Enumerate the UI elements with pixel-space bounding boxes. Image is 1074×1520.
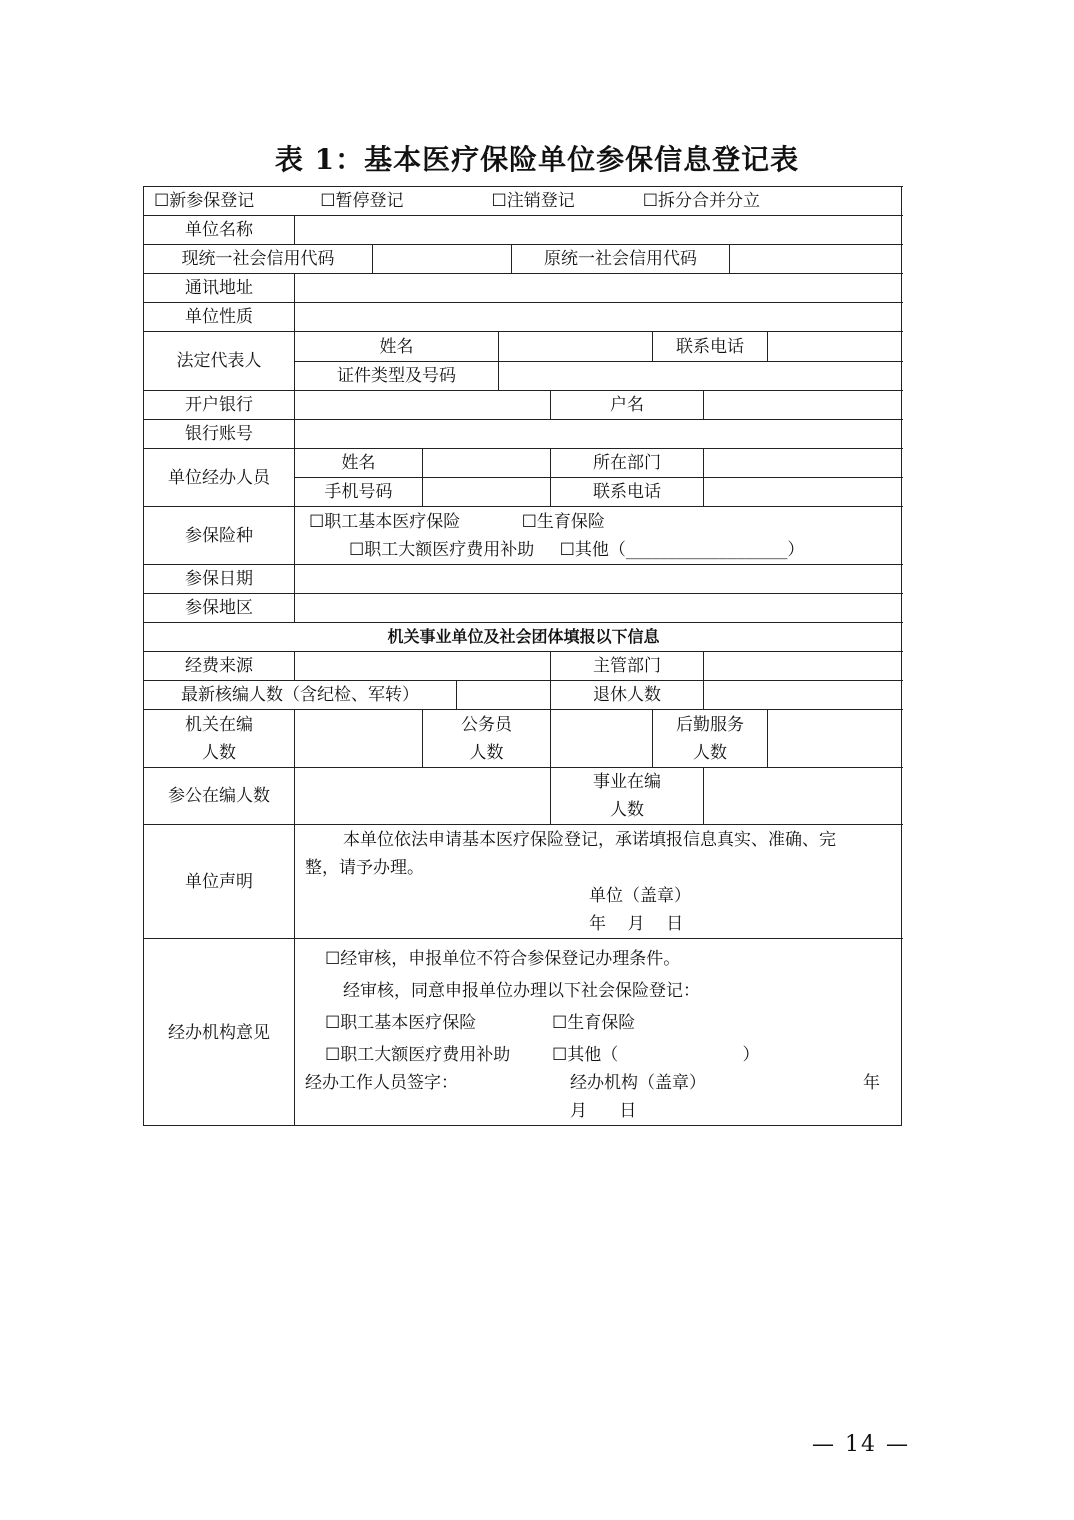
section-header-public-institutions: 机关事业单位及社会团体填报以下信息 [143, 622, 903, 651]
label-unit-name: 单位名称 [143, 215, 294, 244]
label-legal-rep-id-type: 证件类型及号码 [294, 361, 498, 390]
option-maternity-insurance[interactable]: ☐生育保险 [521, 512, 605, 532]
input-address[interactable] [294, 273, 903, 302]
option-split-merge[interactable]: ☐拆分合并分立 [642, 191, 760, 211]
declaration-seal: 单位（盖章） [589, 886, 691, 906]
label-insured-area: 参保地区 [143, 593, 294, 622]
input-legal-rep-id[interactable] [498, 361, 903, 390]
declaration-text-line2: 整，请予办理。 [305, 858, 424, 878]
opinion-year: 年 [863, 1073, 880, 1093]
label-retired: 退休人数 [550, 680, 703, 709]
registration-type-row [143, 186, 903, 215]
input-competent-dept[interactable] [703, 651, 903, 680]
input-institution-staff[interactable] [703, 767, 903, 824]
label-managed-staff: 参公在编人数 [143, 767, 294, 824]
label-logistics [652, 709, 767, 767]
label-account-name: 户名 [550, 390, 703, 419]
opinion-option-employee-basic-medical[interactable]: ☐职工基本医疗保险 [325, 1013, 477, 1033]
option-cancel-registration[interactable]: ☐注销登记 [491, 191, 575, 211]
label-institution-staff-line2: 人数 [610, 800, 644, 820]
label-institution-staff-line1: 事业在编 [593, 772, 661, 792]
opinion-option-other[interactable]: ☐其他（ ） [552, 1045, 760, 1065]
option-large-medical-subsidy[interactable]: ☐职工大额医疗费用补助 [349, 540, 535, 560]
input-managed-staff[interactable] [294, 767, 550, 824]
input-insured-area[interactable] [294, 593, 903, 622]
input-logistics[interactable] [767, 709, 903, 767]
label-declaration: 单位声明 [143, 824, 294, 938]
input-insured-date[interactable] [294, 564, 903, 593]
input-legal-rep-phone[interactable] [767, 331, 903, 361]
opinion-option-maternity[interactable]: ☐生育保险 [552, 1013, 636, 1033]
label-competent-dept: 主管部门 [550, 651, 703, 680]
input-current-credit-code[interactable] [372, 244, 511, 273]
opinion-not-qualified[interactable]: ☐经审核，申报单位不符合参保登记办理条件。 [325, 949, 681, 969]
label-organ-staff-line1: 机关在编 [185, 714, 253, 735]
label-civil-servant-line1: 公务员 [461, 714, 512, 735]
input-legal-rep-name[interactable] [498, 331, 652, 361]
input-agent-phone[interactable] [703, 477, 903, 506]
label-logistics-line1: 后勤服务 [676, 714, 744, 735]
input-unit-name[interactable] [294, 215, 903, 244]
opinion-approved-text: 经审核，同意申报单位办理以下社会保险登记： [343, 981, 700, 1001]
opinion-agency-seal: 经办机构（盖章） [570, 1073, 706, 1093]
declaration-text-line1: 本单位依法申请基本医疗保险登记，承诺填报信息真实、准确、完 [343, 830, 836, 850]
opinion-option-large-medical-subsidy[interactable]: ☐职工大额医疗费用补助 [325, 1045, 511, 1065]
label-bank: 开户银行 [143, 390, 294, 419]
input-bank[interactable] [294, 390, 550, 419]
label-institution-staff [550, 767, 703, 824]
input-civil-servant[interactable] [550, 709, 652, 767]
label-civil-servant [422, 709, 550, 767]
input-organ-staff[interactable] [294, 709, 422, 767]
label-insured-date: 参保日期 [143, 564, 294, 593]
input-latest-staff[interactable] [456, 680, 550, 709]
label-funding-source: 经费来源 [143, 651, 294, 680]
input-funding-source[interactable] [294, 651, 550, 680]
declaration-content [294, 824, 903, 938]
label-current-credit-code: 现统一社会信用代码 [143, 244, 372, 273]
label-legal-rep-phone: 联系电话 [652, 331, 767, 361]
label-address: 通讯地址 [143, 273, 294, 302]
agency-opinion-content [294, 938, 903, 1126]
label-agency-opinion: 经办机构意见 [143, 938, 294, 1126]
label-bank-account: 银行账号 [143, 419, 294, 448]
input-bank-account[interactable] [294, 419, 903, 448]
label-legal-representative: 法定代表人 [143, 331, 294, 390]
label-organ-staff-line2: 人数 [202, 742, 236, 763]
label-insurance-types: 参保险种 [143, 506, 294, 564]
label-original-credit-code: 原统一社会信用代码 [511, 244, 729, 273]
input-retired[interactable] [703, 680, 903, 709]
input-agent-department[interactable] [703, 448, 903, 477]
option-new-registration[interactable]: ☐新参保登记 [154, 191, 255, 211]
input-original-credit-code[interactable] [729, 244, 903, 273]
input-agent-name[interactable] [422, 448, 550, 477]
option-suspend-registration[interactable]: ☐暂停登记 [320, 191, 404, 211]
option-employee-basic-medical[interactable]: ☐职工基本医疗保险 [309, 512, 461, 532]
label-agent-department: 所在部门 [550, 448, 703, 477]
page-number: — 14 — [812, 1432, 910, 1457]
registration-form-table [143, 186, 903, 1126]
label-organ-staff [143, 709, 294, 767]
label-latest-staff: 最新核编人数（含纪检、军转） [143, 680, 456, 709]
declaration-date: 年 月 日 [589, 914, 684, 934]
label-legal-rep-name: 姓名 [294, 331, 498, 361]
input-unit-nature[interactable] [294, 302, 903, 331]
option-other-insurance[interactable]: ☐其他（___________________） [559, 540, 805, 560]
insurance-types-options [294, 506, 903, 564]
form-title: 表 1：基本医疗保险单位参保信息登记表 [274, 143, 800, 176]
input-agent-mobile[interactable] [422, 477, 550, 506]
label-agent-mobile: 手机号码 [294, 477, 422, 506]
input-account-name[interactable] [703, 390, 903, 419]
opinion-staff-signature: 经办工作人员签字： [305, 1073, 458, 1093]
label-agent: 单位经办人员 [143, 448, 294, 506]
label-agent-name: 姓名 [294, 448, 422, 477]
label-agent-phone: 联系电话 [550, 477, 703, 506]
label-unit-nature: 单位性质 [143, 302, 294, 331]
opinion-month-day: 月 日 [570, 1101, 637, 1121]
label-logistics-line2: 人数 [693, 742, 727, 763]
label-civil-servant-line2: 人数 [469, 742, 504, 763]
